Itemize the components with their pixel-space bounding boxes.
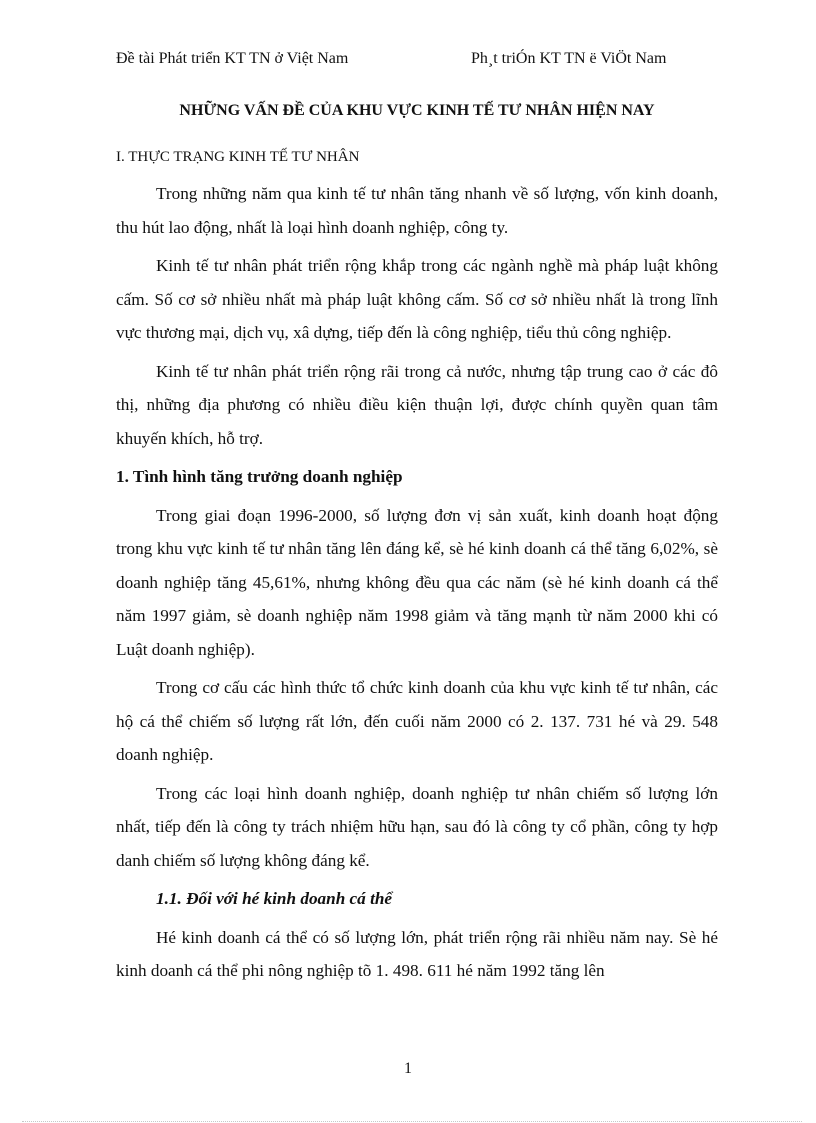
paragraph: Hé kinh doanh cá thể có số lượng lớn, phát triển rộng rãi nhiều năm nay. Sè hé kinh doanh cá thể phi nông nghiệp tõ 1. 498. 611 hé năm 1992 tăng lên xyxy=(116,927,718,980)
paragraph: Trong giai đoạn 1996-2000, số lượng đơn vị sản xuất, kinh doanh hoạt động trong khu vực kinh tế tư nhân tăng lên đáng kể, sè hé kinh doanh cá thể tăng 6,02%, sè doanh nghiệp tăng 45,61%, nhưng không đều qua các năm (sè hé kinh doanh cá thể năm 1997 giảm, sè doanh nghiệp năm 1998 giảm và tăng mạnh từ năm 2000 khi có Luật doanh nghiệp). xyxy=(116,505,718,659)
section-heading: I. THỰC TRẠNG KINH TẾ TƯ NHÂN xyxy=(116,149,360,165)
subsection-heading: 1. Tình hình tăng trưởng doanh nghiệp xyxy=(116,467,403,486)
paragraph: Kinh tế tư nhân phát triển rộng khắp trong các ngành nghề mà pháp luật không cấm. Số cơ sở nhiều nhất mà pháp luật không cấm. Số cơ sở nhiều nhất là trong lĩnh vực thương mại, dịch vụ, xâ dựng, tiếp đến là công nghiệp, tiểu thủ công nghiệp. xyxy=(116,256,718,342)
sub-subsection-heading: 1.1. Đối với hé kinh doanh cá thể xyxy=(156,889,393,908)
page-bottom-border xyxy=(22,1121,802,1122)
header-right-text: Ph¸t triÓn KT TN ë ViÖt Nam xyxy=(471,50,667,67)
page-number: 1 xyxy=(404,1060,412,1077)
document-title: NHỮNG VẤN ĐỀ CỦA KHU VỰC KINH TẾ TƯ NHÂN HIỆN NAY xyxy=(179,102,655,119)
paragraph: Trong các loại hình doanh nghiệp, doanh nghiệp tư nhân chiếm số lượng lớn nhất, tiếp đến là công ty trách nhiệm hữu hạn, sau đó là công ty cổ phần, công ty hợp danh chiếm số lượng không đáng kể. xyxy=(116,783,718,870)
document-body xyxy=(116,100,718,993)
paragraph: Trong những năm qua kinh tế tư nhân tăng nhanh về số lượng, vốn kinh doanh, thu hút lao động, nhất là loại hình doanh nghiệp, công ty. xyxy=(116,184,718,237)
paragraph: Kinh tế tư nhân phát triển rộng rãi trong cả nước, nhưng tập trung cao ở các đô thị, những địa phương có nhiều điều kiện thuận lợi, được chính quyền quan tâm khuyến khích, hỗ trợ. xyxy=(116,361,718,448)
paragraph: Trong cơ cấu các hình thức tổ chức kinh doanh của khu vực kinh tế tư nhân, các hộ cá thể chiếm số lượng rất lớn, đến cuối năm 2000 có 2. 137. 731 hé và 29. 548 doanh nghiệp. xyxy=(116,678,718,764)
page-header xyxy=(116,50,710,72)
header-left-text: Đề tài Phát triển KT TN ở Việt Nam xyxy=(116,50,349,67)
